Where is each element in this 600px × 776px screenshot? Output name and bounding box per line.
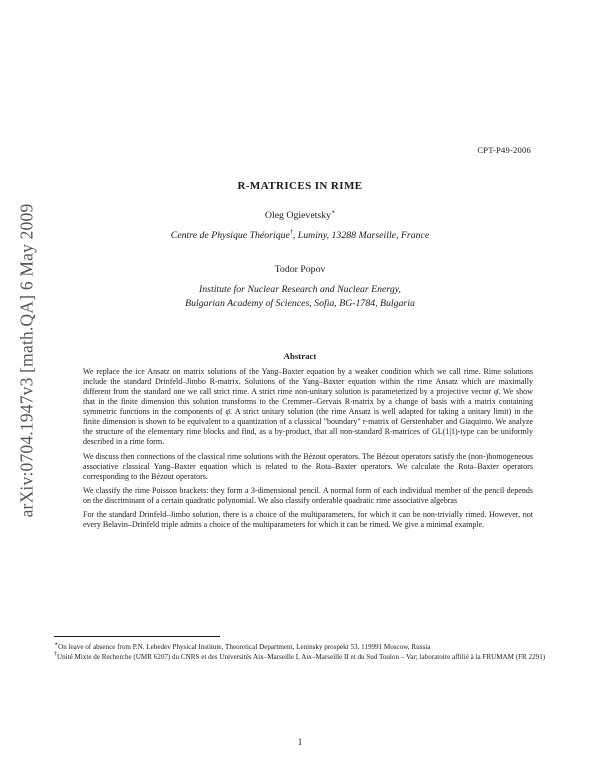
abstract-paragraph: We discuss then connections of the classical rime solutions with the Bézout operators. The Bézout operators satisfy the (non-)homogeneous associative classical Yang–Baxter equation which is related to the Rota–Baxter operators. We calculate the Rota–Baxter operators corresponding to the Bézout operators. — [83, 451, 533, 481]
footnote-text: On leave of absence from P.N. Lebedev Physical Institute, Theoretical Department, Leninsky prospekt 53, 119991 Moscow, Russia — [58, 643, 431, 651]
abstract-paragraph: We classify the rime Poisson brackets: they form a 3-dimensional pencil. A normal form of each individual member of the pencil depends on the discriminant of a certain quadratic polynomial. We also classify orderable quadratic rime associative algebras — [83, 485, 533, 505]
author-2-affiliation-line-2: Bulgarian Academy of Sciences, Sofia, BG-1784, Bulgaria — [185, 298, 415, 309]
page-number: 1 — [297, 737, 303, 747]
abstract-heading: Abstract — [283, 351, 317, 361]
author-1 — [0, 210, 600, 221]
author-2 — [0, 264, 600, 275]
affiliation-1-location: , Luminy, 13288 Marseille, France — [292, 230, 430, 241]
footnote-mark: ∗ — [54, 641, 59, 648]
affiliation-1-footnote-mark: † — [289, 229, 293, 236]
report-number: CPT-P49-2006 — [477, 145, 531, 155]
footnote-text: Unité Mixte de Recherche (UMR 6207) du CNRS et des Universités Aix–Marseille I, Aix–Marseille II et du Sud Toulon – Var; laboratoire affilié à la FRUMAM (FR 2291) — [57, 653, 546, 662]
footnotes — [54, 643, 546, 663]
footnote-mark: † — [54, 651, 57, 658]
author-1-name: Oleg Ogievetsky — [264, 210, 332, 221]
abstract-paragraph: We replace the ice Ansatz on matrix solutions of the Yang–Baxter equation by a weaker condition which we call rime. Rime solutions include the standard Drinfeld–Jimbo R-matrix. Solutions of the Yang–Baxter equation within the rime Ansatz which are maximally different from the standard one we call strict rime. A strict rime non-unitary solution is parameterized by a projective vector φ̄. We show that in the finite dimension this solution transforms to the Cremmer–Gervais R-matrix by a change of basis with a matrix containing symmetric functions in the components of φ̄. A strict unitary solution (the rime Ansatz is well adapted for taking a unitary limit) in the finite dimension is shown to be equivalent to a quantization of a classical "boundary" r-matrix of Gerstenhaber and Giaquinto. We analyze the structure of the elementary rime blocks and find, as a by-product, that all non-standard R-matrices of GL(1|1)-type can be uniformly described in a rime form. — [83, 367, 533, 447]
paper-title: R-MATRICES IN RIME — [237, 180, 363, 192]
author-1-affiliation — [0, 230, 600, 241]
footnote — [54, 643, 546, 653]
author-2-affiliation-line-1: Institute for Nuclear Research and Nuclear Energy, — [199, 284, 401, 295]
footnote — [54, 653, 546, 663]
affiliation-1-institution: Centre de Physique Théorique — [170, 230, 290, 241]
footnote-divider — [54, 636, 220, 637]
abstract-body — [83, 367, 533, 534]
author-2-name: Todor Popov — [274, 264, 326, 275]
abstract-paragraph: For the standard Drinfeld–Jimbo solution, there is a choice of the multiparameters, for which it can be non-trivially rimed. However, not every Belavin–Drinfeld triple admits a choice of the multiparameters for which it can be rimed. We give a minimal example. — [83, 510, 533, 530]
arxiv-identifier: arXiv:0704.1947v3 [math.QA] 6 May 2009 — [16, 203, 37, 517]
author-1-footnote-mark: ∗ — [331, 209, 336, 216]
